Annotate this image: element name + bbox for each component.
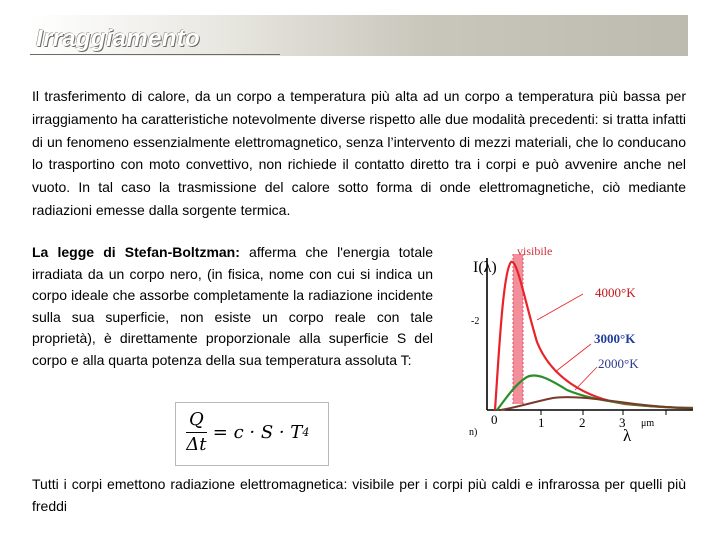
formula-fraction (186, 408, 207, 457)
leader-3000k (555, 344, 591, 372)
stefan-boltzmann-text: afferma che l'energia totale irradiata da un corpo nero, (in fisica, nome con cui si indica un corpo ideale che assorbe completamente la radiazione incidente sulla sua superficie, non esiste un corpo reale con tale proprietà), è direttamente proporzionale alla superficie S del corpo e alla quarta potenza della sua temperatura assoluta T: (32, 244, 434, 368)
title-underline (30, 54, 280, 55)
x-tick-label-3: 3 (619, 415, 626, 430)
x-tick-label-2: 2 (579, 415, 586, 430)
outro-paragraph: Tutti i corpi emettono radiazione elettromagnetica: visibile per i corpi più caldi e infrarossa per quelli più freddi (32, 476, 686, 514)
y-axis-label: I(λ) (473, 259, 497, 276)
formula-box (175, 402, 329, 466)
slide-title: Irraggiamento (36, 25, 200, 52)
curve-label-3000k: 3000°K (594, 331, 636, 346)
origin-label: 0 (491, 412, 498, 427)
x-axis-label: λ (623, 426, 632, 442)
intro-paragraph: Il trasferimento di calore, da un corpo a temperatura più alta ad un corpo a temperatura più bassa per irraggiamento ha caratteristiche notevolmente diverse rispetto alle due modalità precedenti: si tratta infatti di un fenomeno essenzialmente elettromagnetico, senza l’intervento di mezzi materiali, che lo conducano lo trasportino con moto convettivo, non richiede il contatto diretto tra i corpi e può avvenire anche nel vuoto. In tal caso la trasmissione del calore sotto forma di onde elettromagnetiche, ciò mediante radiazioni emesse dalla sorgente termica. (32, 88, 686, 218)
visible-band-label: visibile (517, 244, 553, 258)
formula-numerator: Q (186, 408, 207, 433)
formula-denominator: Δt (186, 434, 207, 455)
leader-2000k (575, 367, 597, 390)
stefan-boltzmann-paragraph (32, 242, 433, 371)
formula-exponent: 4 (302, 426, 310, 439)
curve-label-2000k: 2000°K (598, 356, 639, 371)
leader-4000k (537, 294, 583, 320)
partial-label: n) (469, 427, 478, 438)
stefan-boltzmann-heading: La legge di Stefan-Boltzman: (32, 244, 240, 260)
blackbody-spectrum-graph (455, 232, 700, 442)
title-bar (30, 15, 688, 56)
stefan-boltzmann-formula (186, 408, 309, 457)
x-tick-label-1: 1 (538, 415, 545, 430)
left-mark: -2 (471, 316, 480, 327)
curve-label-4000k: 4000°K (595, 285, 636, 300)
formula-rhs: = c · S · T (212, 422, 303, 443)
x-unit-label: μm (641, 418, 655, 429)
